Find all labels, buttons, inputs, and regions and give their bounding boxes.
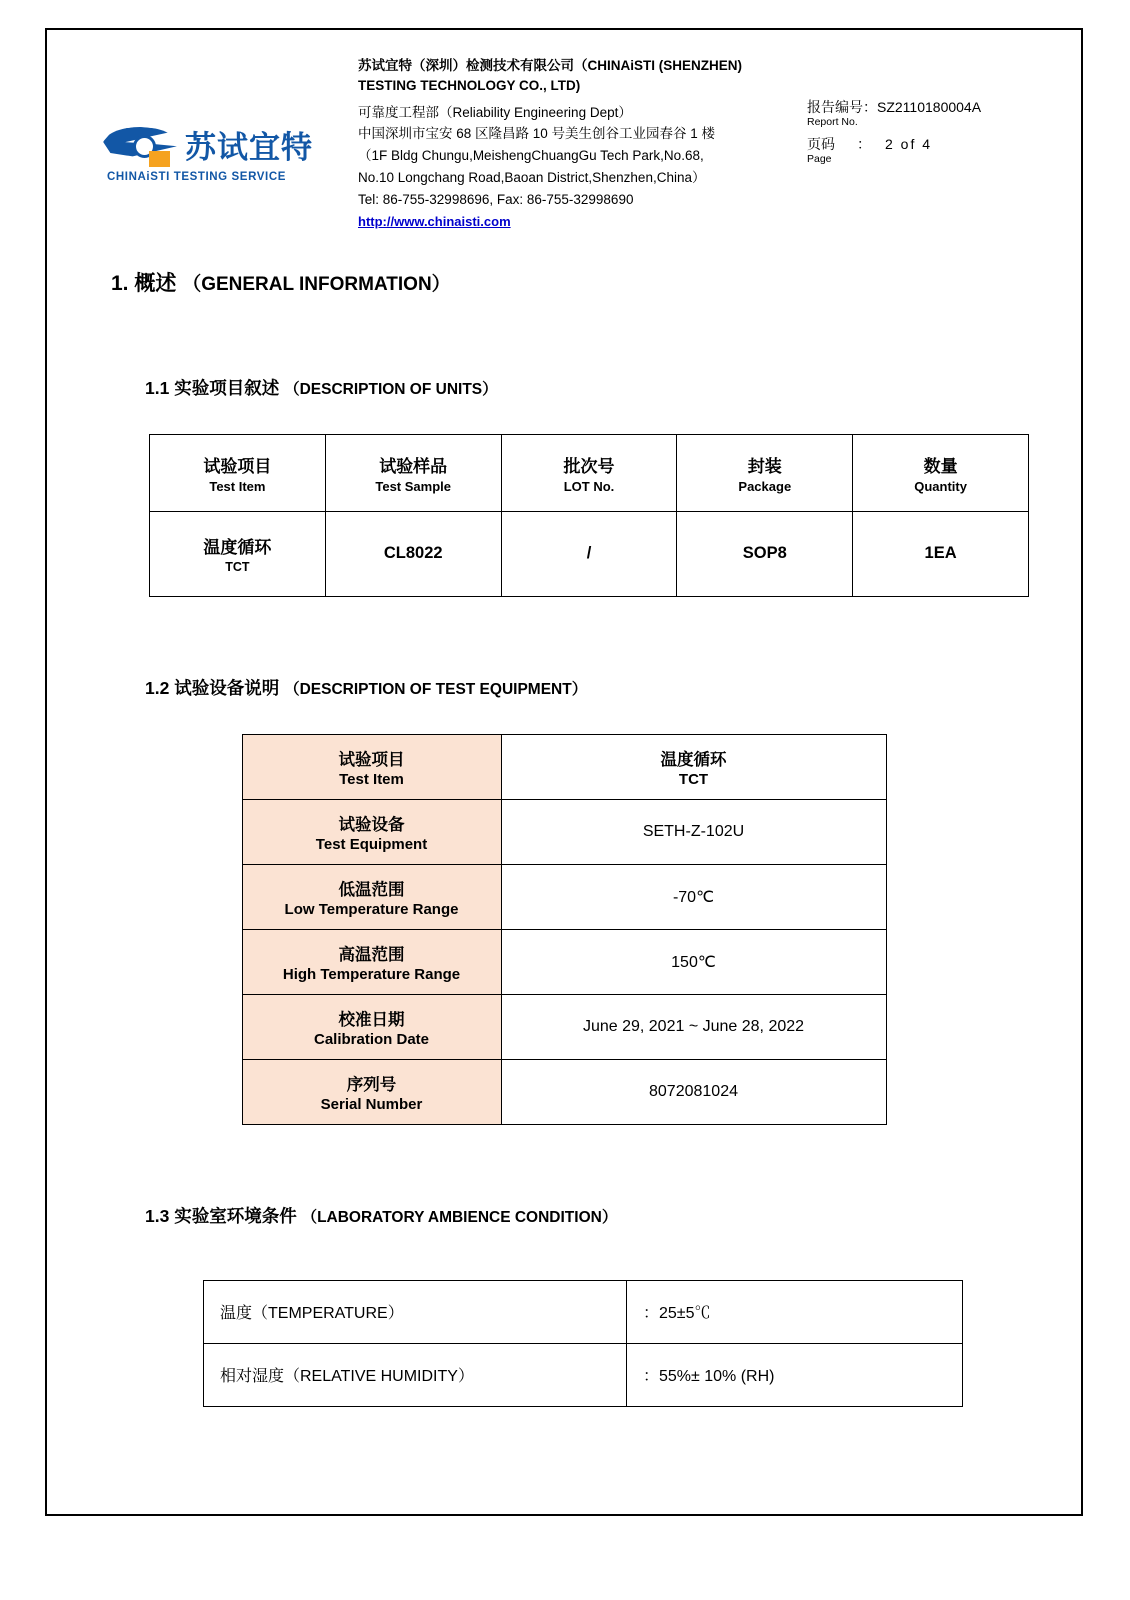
company-name: 苏试宜特（深圳）检测技术有限公司（CHINAiSTI (SHENZHEN) TESTING TECHNOLOGY CO., LTD) <box>358 58 742 94</box>
row-label-high-temp-range <box>242 929 501 994</box>
company-logo <box>103 52 358 183</box>
table-row <box>242 799 886 864</box>
section-1-1-title-en: （DESCRIPTION OF UNITS） <box>284 380 498 398</box>
company-address-block <box>358 52 793 233</box>
row-label-calibration-date <box>242 994 501 1059</box>
table-row <box>242 994 886 1059</box>
row-value-serial-number: 8072081024 <box>501 1059 886 1124</box>
page-content <box>47 30 1081 1514</box>
page-value: 2 of 4 <box>885 136 933 153</box>
company-website-link[interactable]: http://www.chinaisti.com <box>358 213 511 229</box>
table-row <box>150 511 1029 596</box>
row-label-relative-humidity: 相对湿度（RELATIVE HUMIDITY） <box>204 1343 627 1406</box>
company-address-cn: 中国深圳市宝安 68 区隆昌路 10 号美生创谷工业园春谷 1 楼 <box>358 126 716 142</box>
col-header-test-sample-en: Test Sample <box>375 478 451 494</box>
row-value-relative-humidity: ：55%± 10% (RH) <box>627 1343 963 1406</box>
cell-test-sample: CL8022 <box>325 511 501 596</box>
page-colon: ： <box>857 136 871 153</box>
section-1-heading <box>73 267 1055 297</box>
col-header-lot-no <box>501 434 677 511</box>
cell-test-item-cn: 温度循环 <box>203 538 272 558</box>
test-equipment-table <box>242 734 887 1125</box>
row-value-test-item-en: TCT <box>678 770 709 788</box>
col-header-test-item-en: Test Item <box>209 478 266 494</box>
section-1-1-number: 1.1 <box>145 377 170 398</box>
section-1-title-cn: 概述 <box>134 271 177 295</box>
row-label-high-temp-range-en: High Temperature Range <box>282 965 461 983</box>
table-row <box>242 734 886 799</box>
report-number-value: SZ2110180004A <box>877 99 982 115</box>
laboratory-ambience-table <box>203 1280 963 1407</box>
table-header-row <box>150 434 1029 511</box>
section-1-2-heading <box>73 675 1055 700</box>
report-number-label: 报告编号： <box>807 99 877 115</box>
col-header-quantity-cn: 数量 <box>923 456 958 476</box>
table-row <box>204 1280 963 1343</box>
col-header-test-sample-cn: 试验样品 <box>379 456 448 476</box>
row-label-serial-number <box>242 1059 501 1124</box>
table-row <box>242 864 886 929</box>
col-header-package-cn: 封装 <box>747 456 782 476</box>
row-label-calibration-date-en: Calibration Date <box>313 1030 430 1048</box>
col-header-lot-no-cn: 批次号 <box>563 456 615 476</box>
row-label-low-temp-range-en: Low Temperature Range <box>284 900 459 918</box>
row-label-test-equipment-en: Test Equipment <box>315 835 428 853</box>
logo-row <box>103 122 358 167</box>
section-1-number: 1. <box>111 271 129 295</box>
section-1-3-title-cn: 实验室环境条件 <box>174 1205 297 1226</box>
row-label-calibration-date-cn: 校准日期 <box>338 1010 405 1029</box>
row-value-calibration-date: June 29, 2021 ~ June 28, 2022 <box>501 994 886 1059</box>
logo-text-en: CHINAiSTI TESTING SERVICE <box>107 171 287 183</box>
section-1-3-title-en: （LABORATORY AMBIENCE CONDITION） <box>301 1208 618 1226</box>
report-meta-block <box>793 52 1055 172</box>
cell-test-item <box>150 511 326 596</box>
page-number-row <box>807 134 1055 154</box>
logo-text-cn: 苏试宜特 <box>185 130 313 166</box>
col-header-package <box>677 434 853 511</box>
page-label: 页码 <box>807 136 835 153</box>
report-number-sublabel: Report No. <box>807 115 858 128</box>
section-1-1-heading <box>73 375 1055 400</box>
section-1-3-heading <box>73 1203 1055 1228</box>
row-label-test-item-cn: 试验项目 <box>338 750 405 769</box>
row-value-temperature: ：25±5℃ <box>627 1280 963 1343</box>
report-number-row <box>807 98 1055 117</box>
row-value-test-item-cn: 温度循环 <box>660 750 727 769</box>
page-sublabel: Page <box>807 153 832 166</box>
description-of-units-table <box>149 434 1029 597</box>
col-header-package-en: Package <box>738 478 792 494</box>
section-1-title-en: （GENERAL INFORMATION） <box>182 273 451 295</box>
company-address-en-2: No.10 Longchang Road,Baoan District,Shenzhen,China） <box>358 170 706 186</box>
page-border <box>45 28 1083 1516</box>
col-header-lot-no-en: LOT No. <box>563 478 615 494</box>
cell-lot-no: / <box>501 511 677 596</box>
row-label-test-item-en: Test Item <box>339 770 404 788</box>
cell-quantity: 1EA <box>853 511 1029 596</box>
company-address-en-1: （1F Bldg Chungu,MeishengChuangGu Tech Park,No.68, <box>358 148 704 164</box>
section-1-2-title-cn: 试验设备说明 <box>174 677 280 698</box>
row-value-test-item <box>501 734 886 799</box>
row-label-test-item <box>242 734 501 799</box>
section-1-2-title-en: （DESCRIPTION OF TEST EQUIPMENT） <box>284 680 588 698</box>
section-1-2-number: 1.2 <box>145 677 170 698</box>
chinaisti-logo-icon <box>103 123 181 167</box>
document-header <box>73 52 1055 233</box>
row-label-serial-number-cn: 序列号 <box>346 1075 397 1094</box>
table-row <box>242 929 886 994</box>
row-label-test-equipment <box>242 799 501 864</box>
row-label-temperature: 温度（TEMPERATURE） <box>204 1280 627 1343</box>
cell-package: SOP8 <box>677 511 853 596</box>
table-row <box>204 1343 963 1406</box>
col-header-quantity <box>853 434 1029 511</box>
col-header-test-item <box>150 434 326 511</box>
row-label-test-equipment-cn: 试验设备 <box>338 815 405 834</box>
row-value-test-equipment: SETH-Z-102U <box>501 799 886 864</box>
cell-test-item-en: TCT <box>225 560 250 575</box>
col-header-test-sample <box>325 434 501 511</box>
section-1-1-title-cn: 实验项目叙述 <box>174 377 280 398</box>
row-label-low-temp-range <box>242 864 501 929</box>
row-label-serial-number-en: Serial Number <box>320 1095 423 1113</box>
table-row <box>242 1059 886 1124</box>
company-telephone: Tel: 86-755-32998696, Fax: 86-755-32998690 <box>358 191 634 207</box>
company-dept: 可靠度工程部（Reliability Engineering Dept） <box>358 104 632 120</box>
row-value-high-temp-range: 150℃ <box>501 929 886 994</box>
section-1-3-number: 1.3 <box>145 1205 170 1226</box>
col-header-quantity-en: Quantity <box>914 478 967 494</box>
row-value-low-temp-range: -70℃ <box>501 864 886 929</box>
row-label-high-temp-range-cn: 高温范围 <box>338 945 405 964</box>
col-header-test-item-cn: 试验项目 <box>203 456 272 476</box>
row-label-low-temp-range-cn: 低温范围 <box>338 880 405 899</box>
